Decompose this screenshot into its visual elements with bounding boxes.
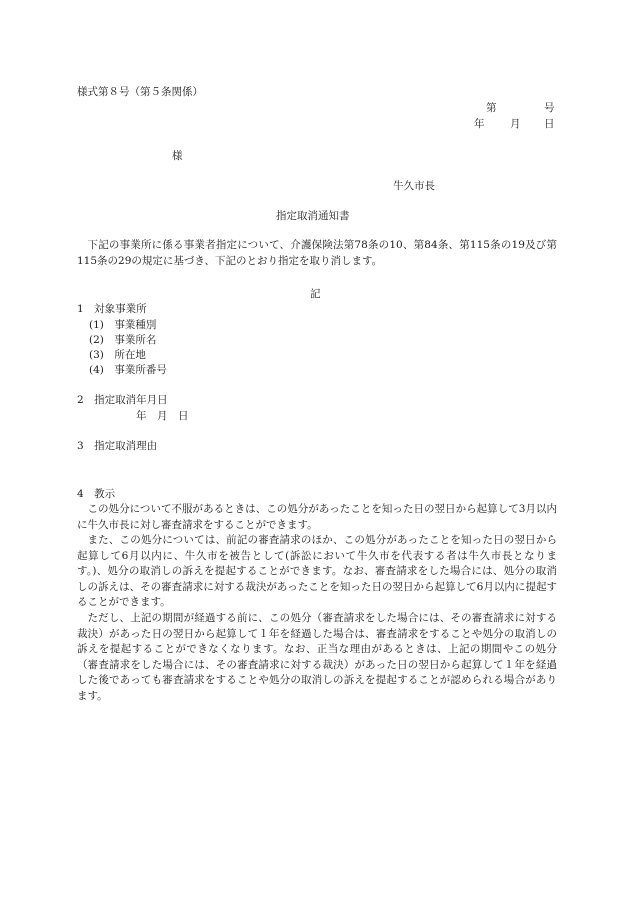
date-day: 日 (544, 118, 555, 130)
date-year: 年 (474, 118, 485, 130)
section-4-heading: 4 教示 (77, 488, 116, 500)
appeal-paragraph-3: ただし、上記の期間が経過する前に、この処分（審査請求をした場合には、その審査請求に対する裁決）があった日の翌日から起算して１年を経過した場合は、審査請求をすることや処分の取消しの訴えを提起することができなくなります。なお、正当な理由があるときは、上記の期間やこの処分（審査請求をした場合には、その審査請求に対する裁決）があった日の翌日から起算して１年を経過した後であっても審査請求をすることや処分の取消しの訴えを提起することが認められる場合があります。 (77, 612, 557, 702)
section-3-heading: 3 指定取消理由 (77, 440, 158, 452)
section-1-item: (2) 事業所名 (89, 334, 157, 346)
doc-number-suffix: 号 (544, 102, 555, 114)
date-month: 月 (510, 118, 521, 130)
intro-paragraph: 下記の事業所に係る事業者指定について、介護保険法第78条の10、第84条、第115条の19及び第115条の29の規定に基づき、下記のとおり指定を取り消します。 (77, 239, 557, 267)
appeal-paragraph-1: この処分について不服があるときは、この処分があったことを知った日の翌日から起算して3月以内に牛久市長に対し審査請求をすることができます。 (77, 503, 557, 531)
issuer: 牛久市長 (393, 180, 435, 192)
section-2-date: 年 月 日 (136, 410, 189, 422)
doc-number-prefix: 第 (486, 102, 497, 114)
ki-label: 記 (310, 288, 321, 300)
section-1-heading: 1 対象事業所 (77, 303, 147, 315)
section-1-item: (4) 事業所番号 (89, 364, 167, 376)
form-label: 様式第８号（第５条関係） (77, 86, 203, 98)
appeal-paragraph-2: また、この処分については、前記の審査請求のほか、この処分があったことを知った日の翌日から起算して6月以内に、牛久市を被告として(訴訟において牛久市を代表する者は牛久市長となります。)、処分の取消しの訴えを提起することができます。なお、審査請求をした場合には、処分の取消しの訴えは、その審査請求に対する裁決があったことを知った日の翌日から起算して6月以内に提起することができます。 (77, 534, 557, 608)
section-1-item: (3) 所在地 (89, 349, 146, 361)
section-2-heading: 2 指定取消年月日 (77, 394, 168, 406)
section-1-item: (1) 事業種別 (89, 319, 157, 331)
document-title: 指定取消通知書 (276, 210, 350, 222)
addressee-suffix: 様 (172, 150, 183, 162)
